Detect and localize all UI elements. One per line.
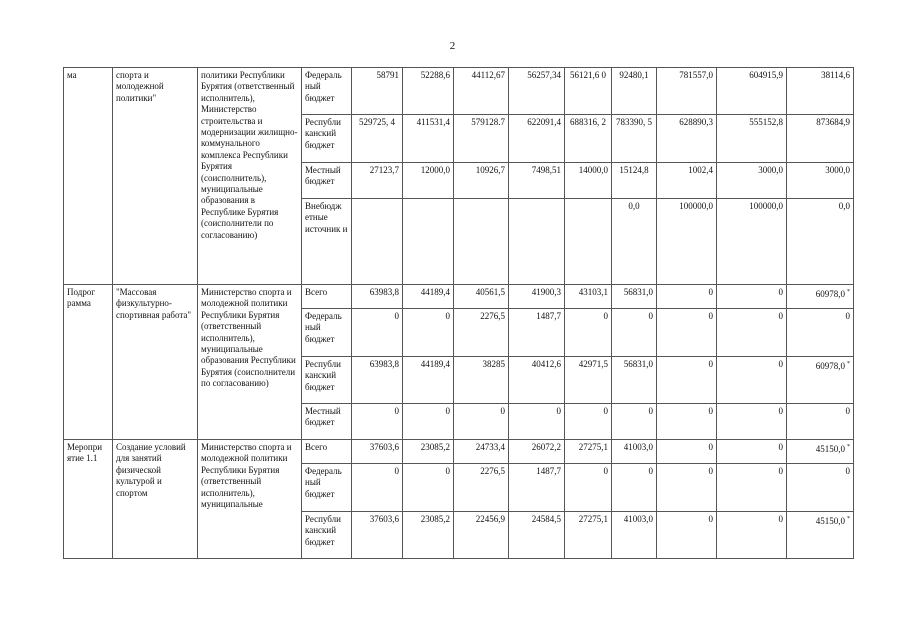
amount-value: 0 [445, 311, 450, 321]
amount-cell [717, 199, 787, 285]
executor-cell: политики Республики Бурятия (ответственный исполнитель), Министерство строительства и модернизации жилищно-коммунального комплекса Республики Бурятия (соисполнитель), муниципальные образования в Республике Бурятия (соисполнители по согласованию) [198, 68, 302, 285]
amount-cell [509, 512, 565, 559]
amount-cell [454, 68, 509, 115]
amount-cell [352, 199, 403, 285]
amount-value: 0 [648, 311, 653, 321]
amount-cell [565, 163, 612, 199]
funding-source-cell: Республи канский бюджет [302, 357, 352, 404]
amount-value: 43103,1 [578, 287, 608, 297]
footnote-mark: * [847, 516, 850, 522]
amount-value: 0 [845, 311, 850, 321]
amount-value: 45150,0 [815, 444, 845, 454]
amount-value: 60978,0 [815, 289, 845, 299]
amount-cell [717, 163, 787, 199]
funding-source-cell: Всего [302, 440, 352, 464]
amount-cell [657, 163, 717, 199]
amount-cell [612, 464, 657, 512]
amount-cell [787, 115, 854, 163]
amount-value: 0 [708, 359, 713, 369]
amount-cell [717, 309, 787, 357]
amount-cell [509, 285, 565, 309]
amount-value: 529725, 4 [359, 117, 395, 127]
amount-value: 1487,7 [536, 311, 561, 321]
amount-value: 92480,1 [619, 70, 649, 80]
amount-value: 27275,1 [578, 514, 608, 524]
executor-cell: Министерство спорта и молодежной политики Республики Бурятия (ответственный исполнитель), муниципальные [198, 440, 302, 559]
amount-cell [787, 163, 854, 199]
amount-cell [565, 199, 612, 285]
amount-cell [565, 68, 612, 115]
amount-value: 23085,2 [420, 442, 450, 452]
amount-cell [352, 512, 403, 559]
amount-value: 23085,2 [420, 514, 450, 524]
amount-cell [454, 464, 509, 512]
amount-cell [612, 440, 657, 464]
funding-source-cell: Местный бюджет [302, 404, 352, 440]
amount-value: 781557,0 [679, 70, 713, 80]
amount-value: 0 [708, 466, 713, 476]
amount-cell [787, 464, 854, 512]
amount-value: 622091,4 [527, 117, 561, 127]
amount-cell [612, 512, 657, 559]
amount-value: 0 [778, 359, 783, 369]
amount-cell [403, 199, 454, 285]
amount-cell [787, 68, 854, 115]
amount-cell [352, 163, 403, 199]
amount-cell [509, 440, 565, 464]
amount-cell [454, 163, 509, 199]
amount-cell [352, 68, 403, 115]
amount-cell [657, 285, 717, 309]
amount-cell [612, 115, 657, 163]
amount-cell [509, 68, 565, 115]
amount-cell [612, 68, 657, 115]
funding-source-cell: Местный бюджет [302, 163, 352, 199]
amount-cell [509, 404, 565, 440]
amount-value: 628890,3 [679, 117, 713, 127]
amount-cell [717, 440, 787, 464]
amount-value: 0 [778, 442, 783, 452]
amount-cell [717, 68, 787, 115]
funding-source-cell: Федераль ный бюджет [302, 68, 352, 115]
amount-value: 22456,9 [475, 514, 505, 524]
amount-value: 24584,5 [531, 514, 561, 524]
page-number: 2 [449, 40, 456, 52]
amount-value: 38114,6 [821, 70, 850, 80]
amount-value: 44189,4 [420, 287, 450, 297]
amount-cell [657, 309, 717, 357]
amount-value: 0 [708, 442, 713, 452]
amount-value: 0 [708, 406, 713, 416]
budget-table [63, 67, 854, 559]
amount-cell [454, 285, 509, 309]
program-type-cell: Подрог рамма [64, 285, 113, 440]
amount-cell [403, 309, 454, 357]
amount-cell [657, 440, 717, 464]
amount-cell [565, 464, 612, 512]
amount-cell [612, 357, 657, 404]
amount-value: 0 [394, 311, 399, 321]
amount-value: 56121,6 0 [570, 70, 606, 80]
amount-cell [787, 512, 854, 559]
amount-value: 56257,34 [527, 70, 561, 80]
amount-cell [454, 199, 509, 285]
footnote-mark: * [847, 361, 850, 367]
amount-cell [352, 404, 403, 440]
amount-cell [403, 285, 454, 309]
amount-value: 1487,7 [536, 466, 561, 476]
amount-value: 3000,0 [825, 165, 850, 175]
amount-cell [454, 115, 509, 163]
amount-value: 0 [603, 406, 608, 416]
amount-cell [403, 115, 454, 163]
amount-cell [612, 163, 657, 199]
amount-value: 604915,9 [749, 70, 783, 80]
amount-cell [403, 404, 454, 440]
amount-value: 0 [845, 466, 850, 476]
amount-value: 0 [778, 514, 783, 524]
table-row [64, 285, 854, 309]
amount-cell [403, 68, 454, 115]
amount-value: 41003,0 [623, 442, 653, 452]
amount-value: 41003,0 [623, 514, 653, 524]
amount-cell [657, 357, 717, 404]
amount-cell [454, 404, 509, 440]
amount-value: 0 [845, 406, 850, 416]
amount-cell [509, 115, 565, 163]
amount-cell [454, 440, 509, 464]
amount-value: 0 [708, 311, 713, 321]
funding-source-cell: Внебюдж етные источник и [302, 199, 352, 285]
amount-cell [403, 357, 454, 404]
amount-cell [403, 464, 454, 512]
amount-value: 44189,4 [420, 359, 450, 369]
amount-cell [565, 309, 612, 357]
amount-value: 37603,6 [369, 514, 399, 524]
amount-value: 0 [778, 466, 783, 476]
amount-value: 0 [603, 311, 608, 321]
program-type-cell: ма [64, 68, 113, 285]
amount-value: 41900,3 [531, 287, 561, 297]
amount-value: 2276,5 [480, 466, 505, 476]
funding-source-cell: Всего [302, 285, 352, 309]
program-type-cell: Меропри ятие 1.1 [64, 440, 113, 559]
amount-value: 0 [445, 406, 450, 416]
amount-cell [787, 357, 854, 404]
amount-value: 42971,5 [578, 359, 608, 369]
amount-value: 2276,5 [480, 311, 505, 321]
amount-cell [787, 199, 854, 285]
amount-value: 26072,2 [531, 442, 561, 452]
amount-value: 0 [500, 406, 505, 416]
amount-cell [403, 163, 454, 199]
amount-value: 100000,0 [749, 201, 783, 211]
footnote-mark: * [847, 444, 850, 450]
amount-cell [612, 404, 657, 440]
amount-value: 0 [708, 287, 713, 297]
amount-cell [403, 440, 454, 464]
amount-value: 0 [708, 514, 713, 524]
amount-value: 45150,0 [815, 516, 845, 526]
funding-source-cell: Федераль ный бюджет [302, 309, 352, 357]
amount-cell [352, 115, 403, 163]
footnote-mark: * [847, 289, 850, 295]
amount-cell [352, 440, 403, 464]
program-name-cell: спорта и молодежной политики" [113, 68, 198, 285]
amount-cell [657, 68, 717, 115]
amount-value: 27123,7 [369, 165, 399, 175]
amount-value: 15124,8 [619, 165, 649, 175]
amount-value: 10926,7 [475, 165, 505, 175]
amount-value: 12000,0 [420, 165, 450, 175]
amount-value: 63983,8 [369, 287, 399, 297]
amount-cell [565, 440, 612, 464]
amount-value: 7498,51 [531, 165, 561, 175]
amount-value: 63983,8 [369, 359, 399, 369]
amount-value: 1002,4 [688, 165, 713, 175]
amount-cell [403, 512, 454, 559]
amount-cell [612, 199, 657, 285]
amount-cell [787, 404, 854, 440]
amount-value: 56831,0 [623, 287, 653, 297]
amount-value: 0 [603, 466, 608, 476]
amount-value: 0,0 [628, 201, 640, 211]
amount-value: 60978,0 [815, 361, 845, 371]
amount-value: 411531,4 [416, 117, 450, 127]
amount-value: 555152,8 [749, 117, 783, 127]
amount-value: 0 [778, 406, 783, 416]
budget-table-body [64, 68, 854, 559]
amount-value: 783390, 5 [616, 117, 652, 127]
amount-cell [565, 357, 612, 404]
amount-cell [657, 199, 717, 285]
amount-value: 0 [394, 406, 399, 416]
program-name-cell: Создание условий для занятий физической культурой и спортом [113, 440, 198, 559]
program-name-cell: "Массовая физкультурно-спортивная работа" [113, 285, 198, 440]
amount-cell [454, 512, 509, 559]
amount-cell [657, 464, 717, 512]
table-row [64, 68, 854, 115]
amount-value: 52288,6 [420, 70, 450, 80]
amount-cell [717, 404, 787, 440]
funding-source-cell: Республи канский бюджет [302, 115, 352, 163]
amount-value: 40412,6 [531, 359, 561, 369]
amount-cell [509, 357, 565, 404]
amount-value: 0 [445, 466, 450, 476]
executor-cell: Министерство спорта и молодежной политики Республики Бурятия (ответственный исполнитель), муниципальные образования Республики Бурятия (соисполнители по согласованию) [198, 285, 302, 440]
amount-cell [352, 464, 403, 512]
amount-cell [612, 309, 657, 357]
amount-value: 24733,4 [475, 442, 505, 452]
amount-cell [509, 309, 565, 357]
amount-cell [454, 309, 509, 357]
amount-value: 688316, 2 [570, 117, 606, 127]
amount-cell [352, 357, 403, 404]
amount-value: 579128.7 [471, 117, 505, 127]
amount-value: 27275,1 [578, 442, 608, 452]
amount-cell [565, 285, 612, 309]
amount-cell [717, 512, 787, 559]
amount-value: 0 [778, 287, 783, 297]
amount-cell [657, 115, 717, 163]
amount-value: 38285 [482, 359, 505, 369]
amount-cell [565, 512, 612, 559]
amount-value: 0 [394, 466, 399, 476]
amount-value: 58791 [376, 70, 399, 80]
amount-cell [509, 464, 565, 512]
amount-cell [352, 309, 403, 357]
table-row [64, 440, 854, 464]
amount-value: 40561,5 [475, 287, 505, 297]
amount-cell [657, 512, 717, 559]
amount-cell [657, 404, 717, 440]
amount-value: 0 [648, 406, 653, 416]
amount-cell [787, 285, 854, 309]
amount-cell [352, 285, 403, 309]
amount-cell [612, 285, 657, 309]
funding-source-cell: Федераль ный бюджет [302, 464, 352, 512]
amount-cell [565, 115, 612, 163]
amount-cell [717, 464, 787, 512]
amount-value: 14000,0 [578, 165, 608, 175]
amount-cell [717, 357, 787, 404]
amount-value: 0,0 [838, 201, 850, 211]
amount-value: 56831,0 [623, 359, 653, 369]
amount-value: 37603,6 [369, 442, 399, 452]
amount-cell [717, 285, 787, 309]
amount-cell [454, 357, 509, 404]
amount-value: 873684,9 [816, 117, 850, 127]
funding-source-cell: Республи канский бюджет [302, 512, 352, 559]
amount-cell [787, 309, 854, 357]
amount-value: 0 [778, 311, 783, 321]
amount-value: 0 [556, 406, 561, 416]
amount-value: 44112,67 [471, 70, 505, 80]
amount-cell [717, 115, 787, 163]
amount-cell [509, 163, 565, 199]
amount-value: 0 [648, 466, 653, 476]
amount-cell [565, 404, 612, 440]
amount-value: 3000,0 [758, 165, 783, 175]
amount-cell [787, 440, 854, 464]
amount-value: 100000,0 [679, 201, 713, 211]
amount-cell [509, 199, 565, 285]
